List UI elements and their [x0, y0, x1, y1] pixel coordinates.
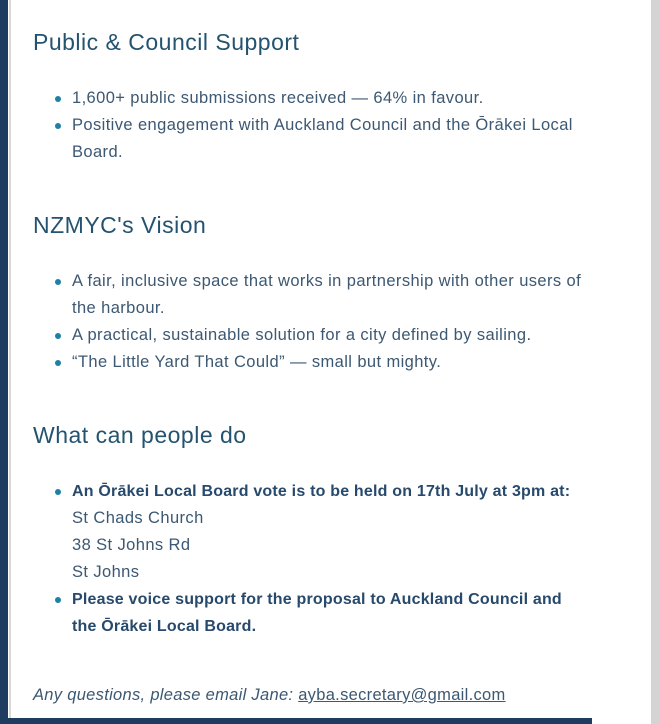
section-heading: NZMYC's Vision — [33, 212, 207, 238]
list-item-text: “The Little Yard That Could” — small but mighty. — [72, 353, 442, 371]
list-item-bold-text: the Ōrākei Local Board. — [72, 618, 257, 635]
bullet-list — [33, 478, 640, 640]
list-item — [55, 85, 640, 112]
document-content — [33, 29, 640, 705]
list-item-text: Board. — [72, 143, 124, 161]
section-heading: Public & Council Support — [33, 29, 300, 55]
section-heading: What can people do — [33, 422, 247, 448]
page-background-strip — [651, 0, 660, 724]
address-line: St Chads Church — [72, 509, 204, 527]
section-what-can-people-do — [33, 422, 640, 640]
list-item-text: Positive engagement with Auckland Council and the Ōrākei Local — [72, 116, 573, 134]
list-item-bold-text: An Ōrākei Local Board vote is to be held on 17th July at 3pm at: — [72, 483, 571, 500]
list-item — [55, 322, 640, 349]
left-edge-shadow-line — [9, 0, 11, 724]
footer-note — [33, 686, 640, 705]
list-item — [55, 349, 640, 376]
list-item — [55, 112, 640, 166]
address-line: St Johns — [72, 563, 140, 581]
footer-note-text: Any questions, please email Jane: — [33, 686, 294, 704]
section-public-council-support — [33, 29, 640, 166]
left-edge-bar — [0, 0, 8, 724]
bullet-list — [33, 85, 640, 166]
list-item-bold-text: Please voice support for the proposal to Auckland Council and — [72, 591, 562, 608]
address-line: 38 St Johns Rd — [72, 536, 191, 554]
list-item-text: A fair, inclusive space that works in partnership with other users of — [72, 272, 582, 290]
email-link[interactable]: ayba.secretary@gmail.com — [298, 686, 506, 704]
list-item-text: 1,600+ public submissions received — 64% in favour. — [72, 89, 484, 107]
list-item-text: the harbour. — [72, 299, 165, 317]
list-item — [55, 586, 640, 640]
bottom-edge-bar — [0, 718, 592, 724]
list-item-text: A practical, sustainable solution for a city defined by sailing. — [72, 326, 532, 344]
section-nzmyc-vision — [33, 212, 640, 376]
list-item — [55, 478, 640, 586]
list-item — [55, 268, 640, 322]
bullet-list — [33, 268, 640, 376]
